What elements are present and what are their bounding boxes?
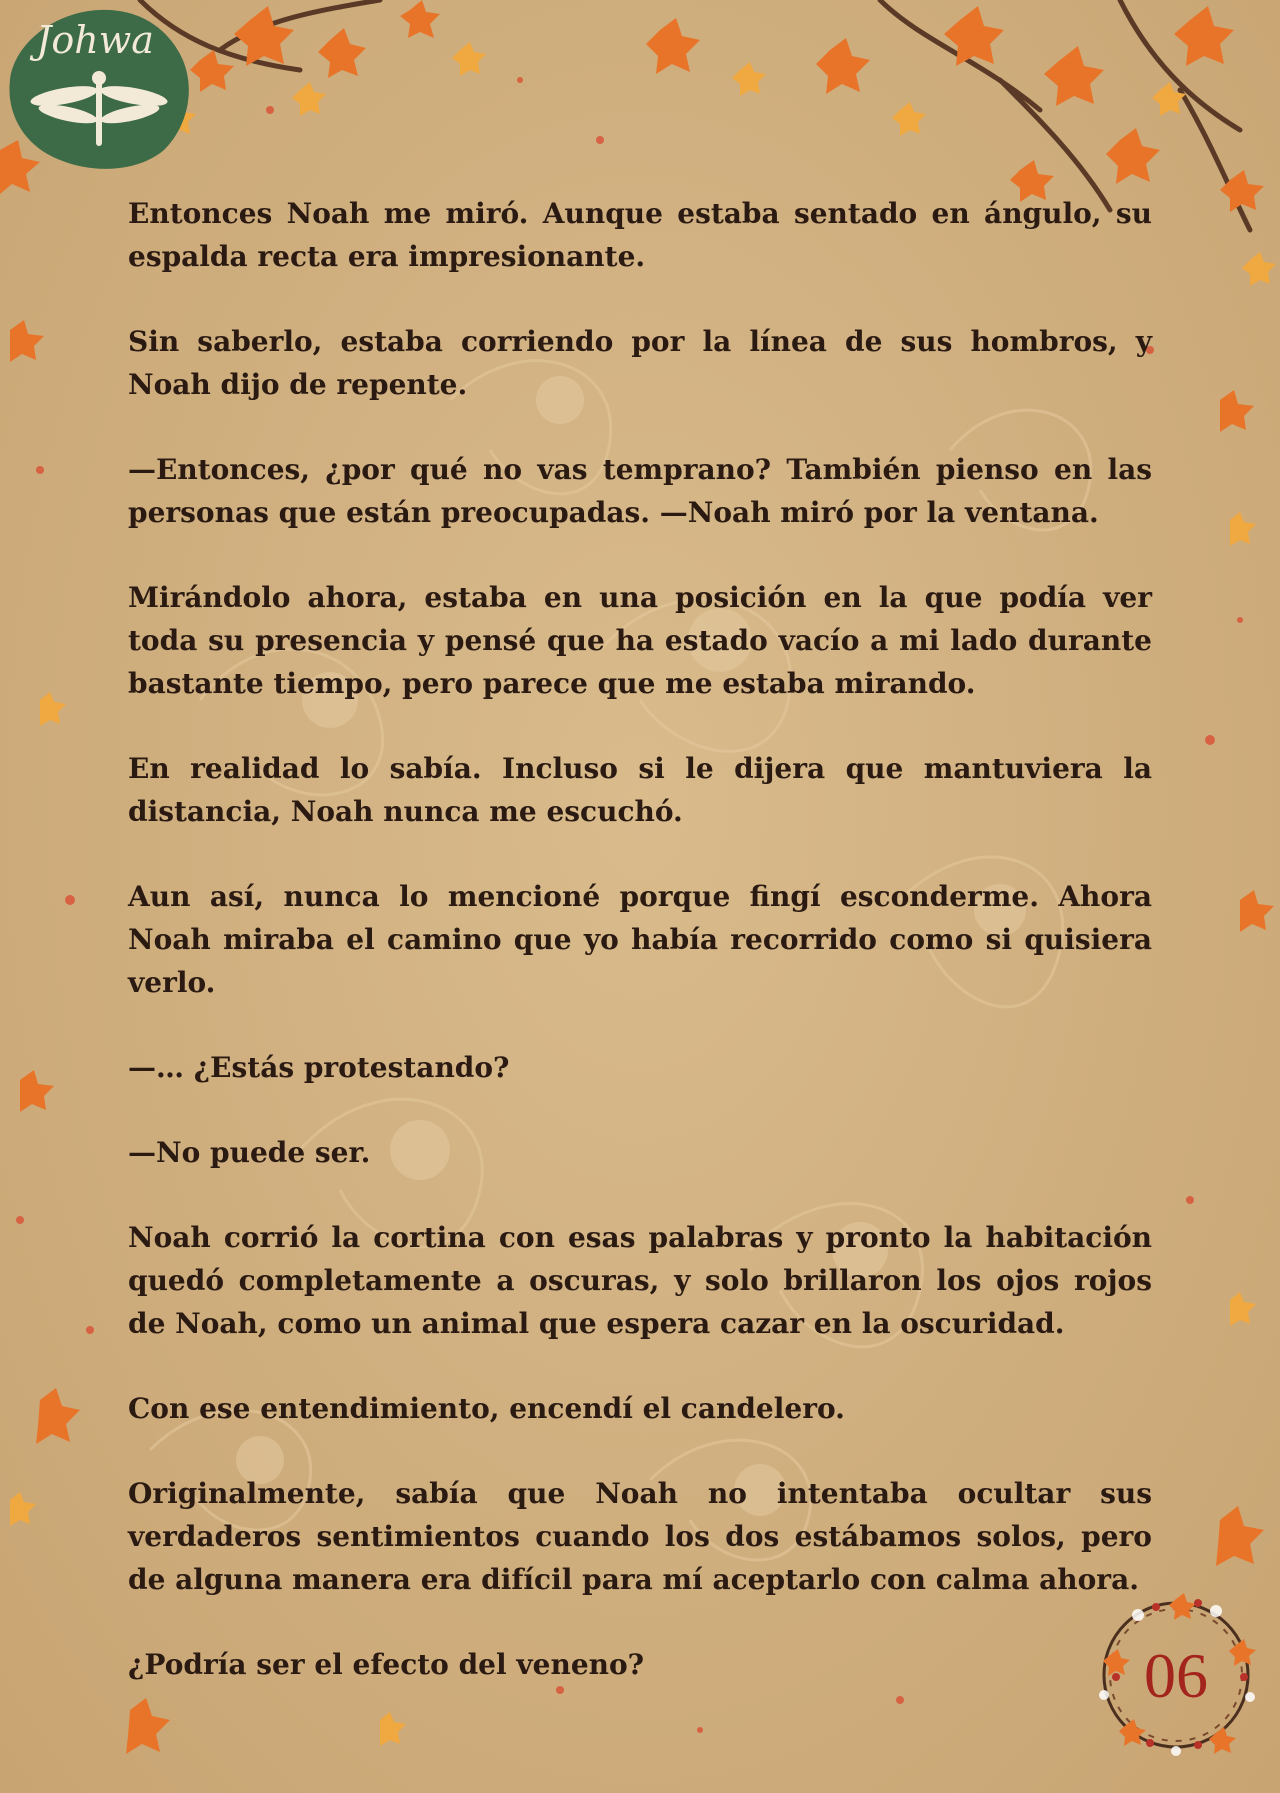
paragraph: Originalmente, sabía que Noah no intentaba ocultar sus verdaderos sentimientos cuando los dos estábamos solos, pero de alguna manera era difícil para mí aceptarlo con calma ahora. (128, 1477, 1152, 1596)
page-number: 06 (1144, 1640, 1208, 1711)
paragraph: —No puede ser. (128, 1136, 371, 1169)
paragraph: En realidad lo sabía. Incluso si le dijera que mantuviera la distancia, Noah nunca me escuchó. (128, 752, 1152, 828)
paragraph: —Entonces, ¿por qué no vas temprano? También pienso en las personas que están preocupadas. —Noah miró por la ventana. (128, 453, 1152, 529)
paragraph: —… ¿Estás protestando? (128, 1051, 510, 1084)
paragraph: Mirándolo ahora, estaba en una posición en la que podía ver toda su presencia y pensé que ha estado vacío a mi lado durante bastante tiempo, pero parece que me estaba mirando. (128, 581, 1152, 700)
paragraph: ¿Podría ser el efecto del veneno? (128, 1648, 645, 1681)
brand-name: Johwa (36, 18, 154, 62)
paragraph: Sin saberlo, estaba corriendo por la línea de sus hombros, y Noah dijo de repente. (128, 325, 1152, 401)
paragraph: Noah corrió la cortina con esas palabras y pronto la habitación quedó completamente a oscuras, y solo brillaron los ojos rojos de Noah, como un animal que espera cazar en la oscuridad. (128, 1221, 1152, 1340)
paragraph: Aun así, nunca lo mencioné porque fingí esconderme. Ahora Noah miraba el camino que yo había recorrido como si quisiera verlo. (128, 880, 1152, 999)
paragraph: Entonces Noah me miró. Aunque estaba sentado en ángulo, su espalda recta era impresionante. (128, 197, 1152, 273)
chapter-text (128, 192, 1152, 1728)
paragraph: Con ese entendimiento, encendí el candelero. (128, 1392, 845, 1425)
